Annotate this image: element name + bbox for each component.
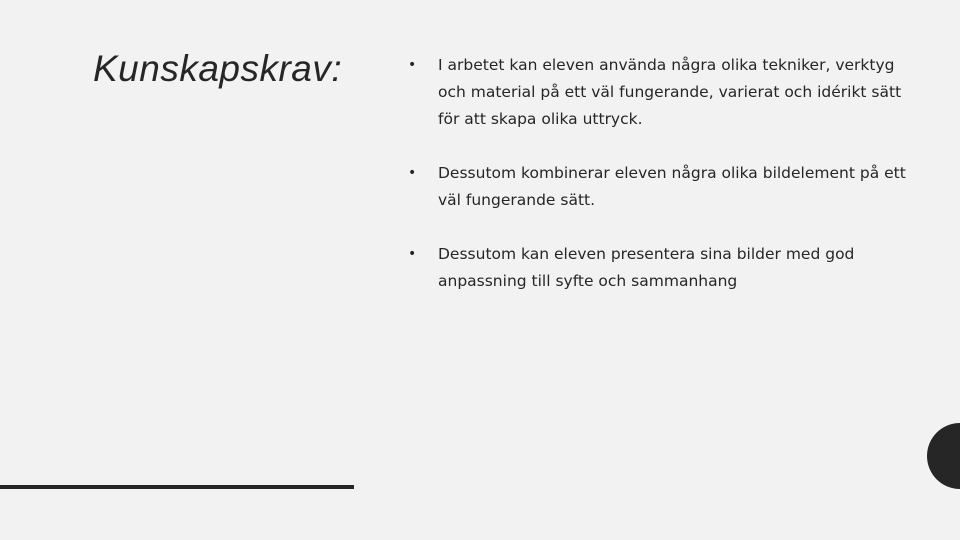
slide-title: Kunskapskrav: — [93, 48, 343, 89]
bullet-icon: • — [408, 57, 417, 73]
bullet-text: I arbetet kan eleven använda några olika tekniker, verktyg och material på ett väl fungerande, varierat och idérikt sätt för att skapa olika uttryck. — [438, 56, 902, 128]
bullet-item — [408, 52, 918, 133]
title-underline — [0, 485, 354, 489]
bullet-item — [408, 160, 918, 214]
bullet-icon: • — [408, 165, 417, 181]
bullet-list — [408, 52, 918, 295]
bullet-item — [408, 241, 918, 295]
bullet-icon: • — [408, 246, 417, 262]
bullet-text: Dessutom kombinerar eleven några olika bildelement på ett väl fungerande sätt. — [438, 164, 906, 209]
decorative-circle — [927, 423, 960, 489]
slide-content — [408, 52, 918, 322]
bullet-text: Dessutom kan eleven presentera sina bilder med god anpassning till syfte och sammanhang — [438, 245, 855, 290]
